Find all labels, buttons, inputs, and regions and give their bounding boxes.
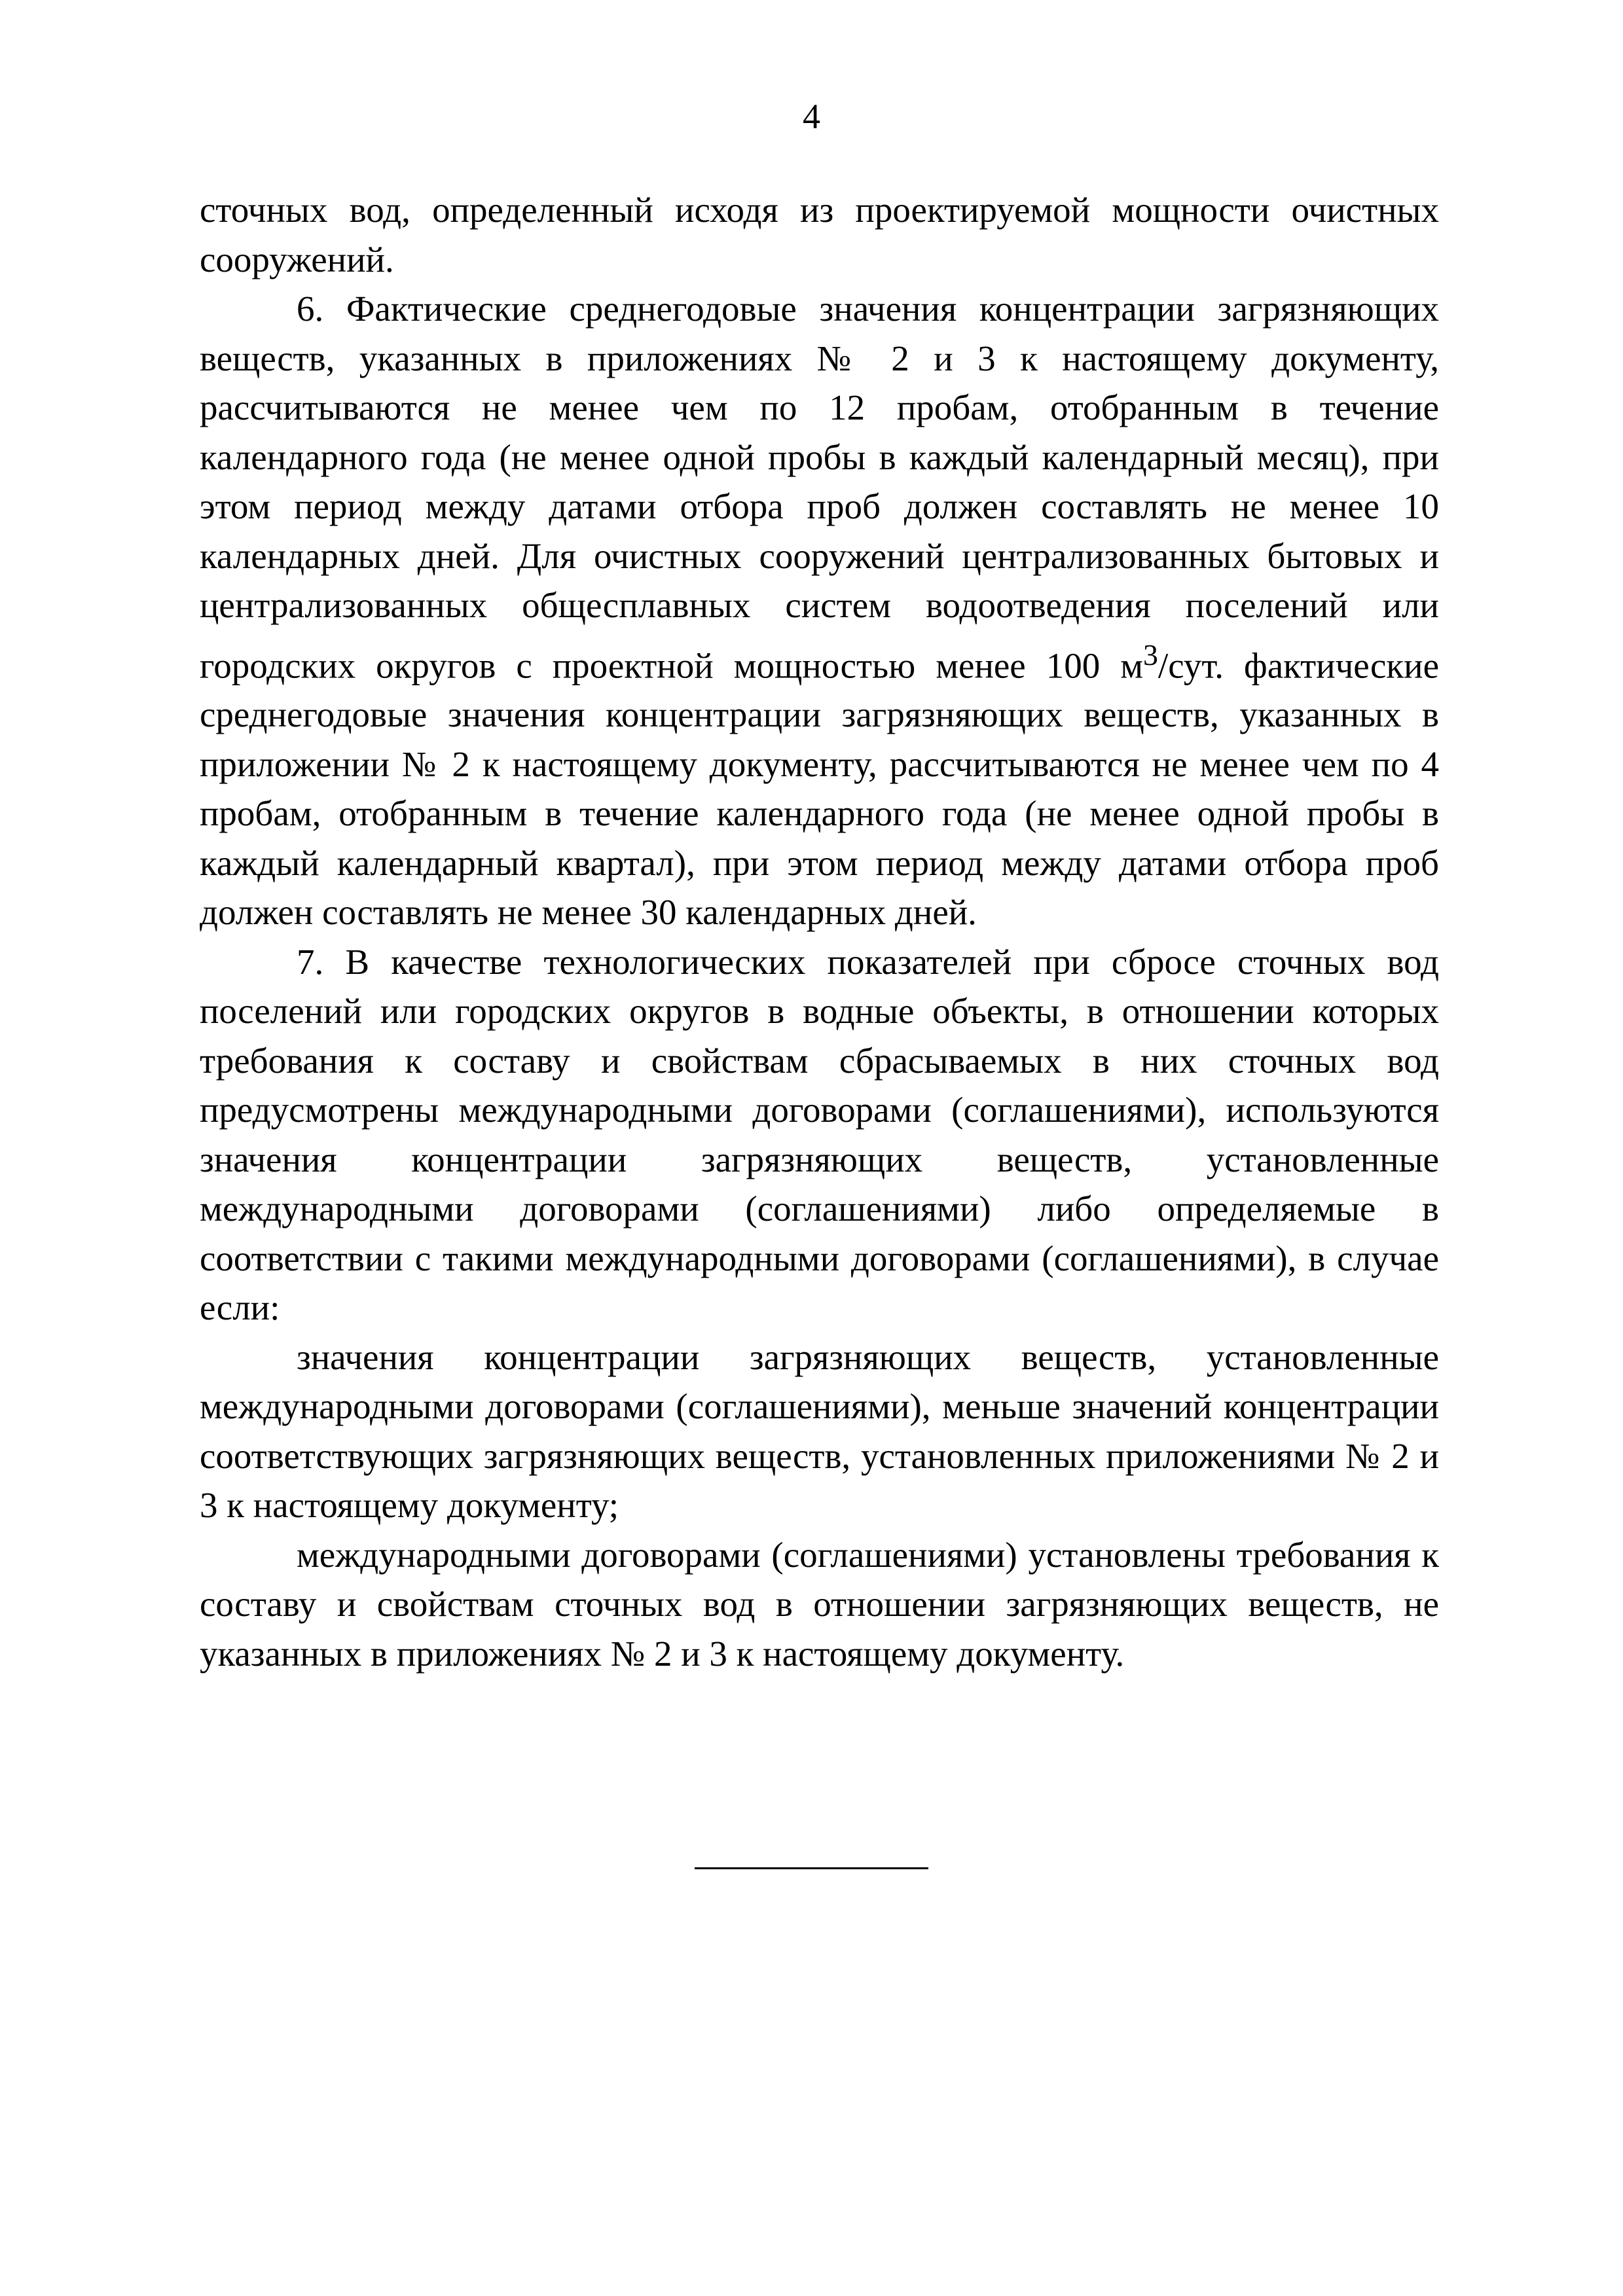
paragraph-6-text-part1: Фактические среднегодовые значения концентрации загрязняющих веществ, указанных в приложениях № 2 и 3 к настоящему документу, рассчитываются не менее чем по 12 пробам, отобранным в течение календарного года (не менее одной пробы в каждый календарный месяц), при этом период между датами отбора проб должен составлять не менее 10 календарных дней. Для очистных сооружений централизованных бытовых и централизованных общесплавных систем водоотведения поселений или городских округов с проектной мощностью менее 100 м (200, 289, 1439, 685)
paragraph-7-text: В качестве технологических показателей при сбросе сточных вод поселений или городских округов в водные объекты, в отношении которых требования к составу и свойствам сбрасываемых в них сточных вод предусмотрены международными договорами (соглашениями), используются значения концентрации загрязняющих веществ, установленные международными договорами (соглашениями) либо определяемые в соответствии с такими международными договорами (соглашениями), в случае если: (200, 941, 1440, 1328)
end-of-document-rule (695, 1867, 928, 1869)
paragraph-7-case-1: значения концентрации загрязняющих веществ, установленные международными договорами (соглашениями), меньше значений концентрации соответствующих загрязняющих веществ, установленных приложениями № 2 и 3 к настоящему документу; (200, 1336, 1439, 1526)
paragraph-7-number: 7. (297, 941, 324, 982)
paragraph-continuation: сточных вод, определенный исходя из проектируемой мощности очистных сооружений. (200, 190, 1439, 279)
paragraph-6-text-part2: /сут. фактические среднегодовые значения концентрации загрязняющих веществ, указанных в приложении № 2 к настоящему документу, рассчитываются не менее чем по 4 пробам, отобранным в течение календарного года (не менее одной пробы в каждый календарный квартал), при этом период между датами отбора проб должен составлять не менее 30 календарных дней. (200, 645, 1439, 933)
document-body (200, 185, 1439, 1678)
paragraph-6 (200, 284, 1439, 937)
paragraph-7 (200, 937, 1439, 1333)
paragraph-6-superscript: 3 (1143, 637, 1158, 672)
page-number: 4 (803, 97, 820, 136)
paragraph-7-case-2: международными договорами (соглашениями) установлены требования к составу и свойствам сточных вод в отношении загрязняющих веществ, не указанных в приложениях № 2 и 3 к настоящему документу. (200, 1534, 1439, 1674)
paragraph-6-number: 6. (297, 289, 324, 329)
